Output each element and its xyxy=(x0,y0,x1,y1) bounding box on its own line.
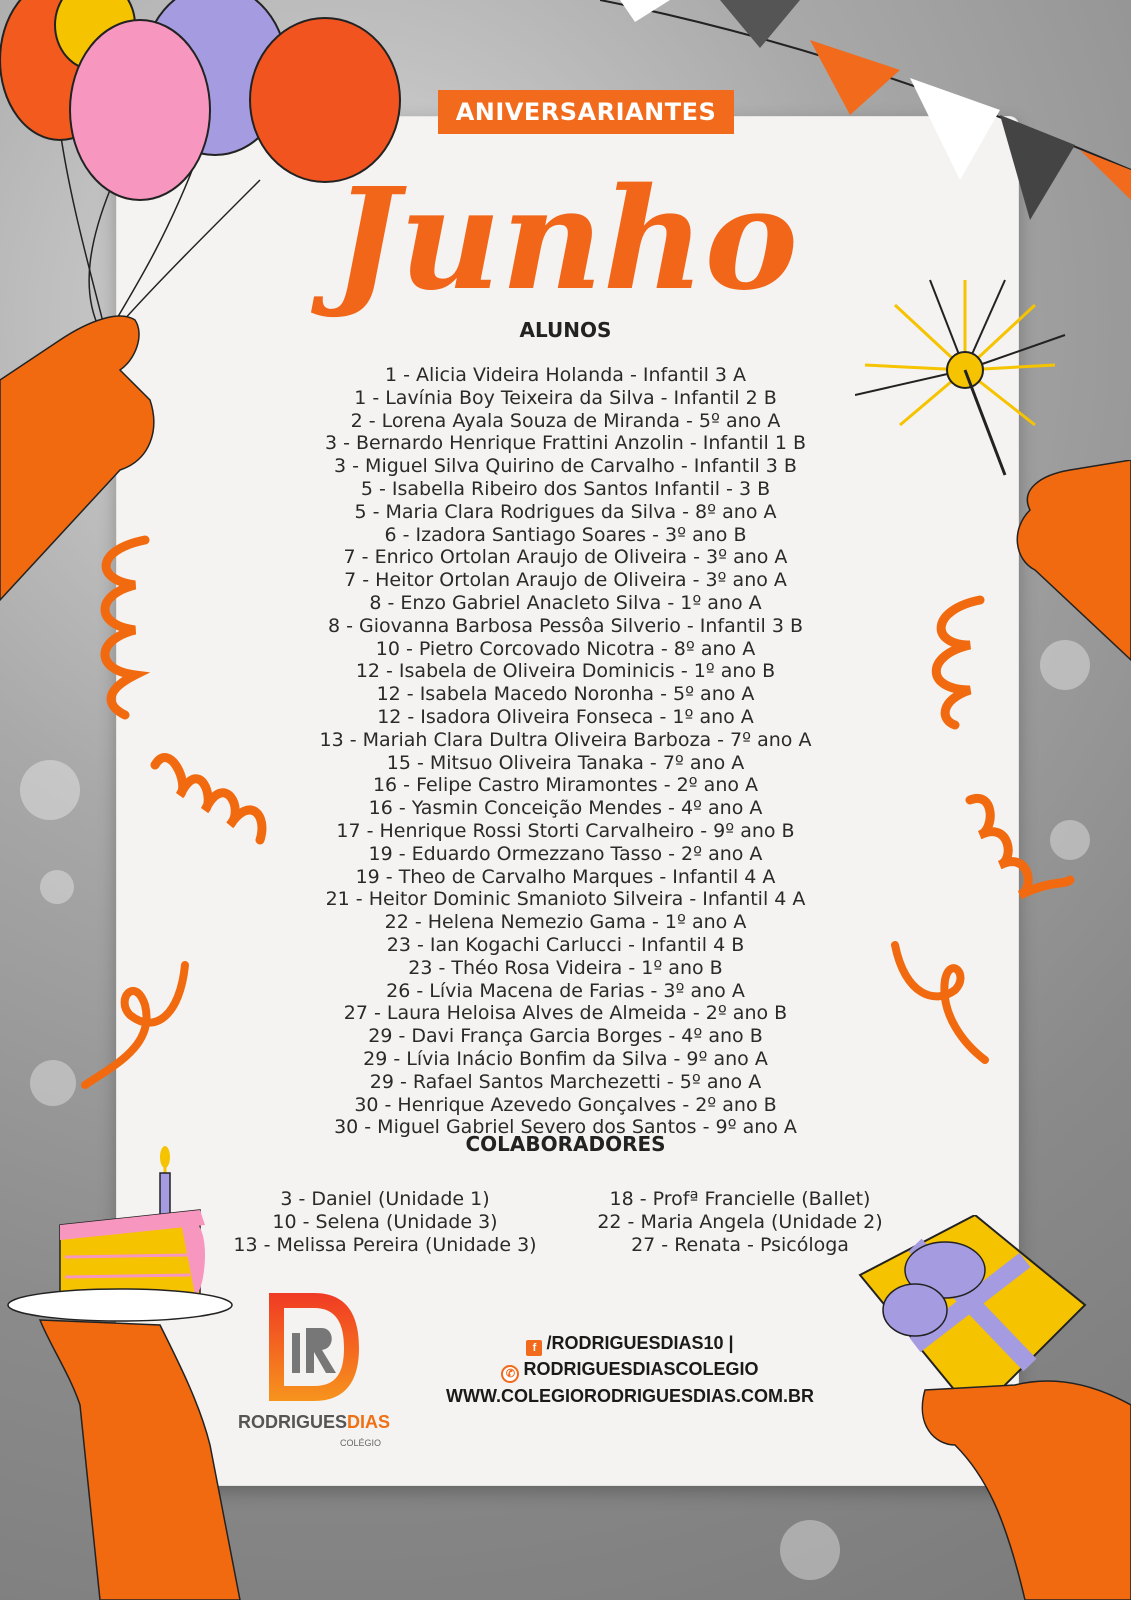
list-item: 17 - Henrique Rossi Storti Carvalheiro - 9º ano B xyxy=(336,819,795,842)
logo-wordmark xyxy=(236,1412,392,1433)
list-item: 27 - Laura Heloisa Alves de Almeida - 2º ano B xyxy=(343,1002,788,1025)
logo-name-part1: RODRIGUES xyxy=(237,1412,347,1432)
website-link[interactable]: WWW.COLEGIORODRIGUESDIAS.COM.BR xyxy=(446,1386,814,1406)
header-tag: ANIVERSARIANTES xyxy=(438,90,734,134)
list-item: 23 - Théo Rosa Videira - 1º ano B xyxy=(408,956,723,979)
list-item: 29 - Davi França Garcia Borges - 4º ano B xyxy=(368,1025,763,1048)
logo-name-part2: DIAS xyxy=(347,1412,391,1432)
list-item: 2 - Lorena Ayala Souza de Miranda - 5º ano A xyxy=(350,409,781,432)
collaborators-list-right xyxy=(565,1188,915,1257)
bokeh-light xyxy=(780,1520,840,1580)
list-item: 15 - Mitsuo Oliveira Tanaka - 7º ano A xyxy=(386,751,745,774)
list-item: 10 - Pietro Corcovado Nicotra - 8º ano A xyxy=(375,637,756,660)
social-links xyxy=(420,1330,840,1409)
list-item: 16 - Yasmin Conceição Mendes - 4º ano A xyxy=(368,797,763,820)
list-item: 3 - Daniel (Unidade 1) xyxy=(280,1188,490,1210)
list-item: 3 - Bernardo Henrique Frattini Anzolin - Infantil 1 B xyxy=(325,432,806,455)
list-item: 13 - Melissa Pereira (Unidade 3) xyxy=(233,1234,537,1256)
list-item: 22 - Helena Nemezio Gama - 1º ano A xyxy=(384,911,747,934)
facebook-line[interactable] xyxy=(420,1330,840,1356)
list-item: 6 - Izadora Santiago Soares - 3º ano B xyxy=(384,523,747,546)
list-item: 5 - Isabella Ribeiro dos Santos Infantil - 3 B xyxy=(360,477,771,500)
list-item: 12 - Isabela de Oliveira Dominicis - 1º ano B xyxy=(355,660,776,683)
school-logo xyxy=(264,1288,364,1406)
facebook-handle[interactable]: /RODRIGUESDIAS10 | xyxy=(546,1333,734,1353)
page-title: Junho xyxy=(333,158,798,322)
list-item: 30 - Henrique Azevedo Gonçalves - 2º ano B xyxy=(354,1093,777,1116)
whatsapp-handle[interactable]: RODRIGUESDIASCOLEGIO xyxy=(523,1359,759,1379)
list-item: 1 - Alicia Videira Holanda - Infantil 3 A xyxy=(384,364,747,386)
list-item: 5 - Maria Clara Rodrigues da Silva - 8º ano A xyxy=(354,500,777,523)
list-item: 12 - Isabela Macedo Noronha - 5º ano A xyxy=(376,683,755,706)
list-item: 21 - Heitor Dominic Smanioto Silveira - Infantil 4 A xyxy=(325,888,806,911)
list-item: 22 - Maria Angela (Unidade 2) xyxy=(597,1211,883,1233)
list-item: 30 - Miguel Gabriel Severo dos Santos - 9º ano A xyxy=(334,1116,797,1139)
collaborators-list-left xyxy=(205,1188,565,1257)
list-item: 26 - Lívia Macena de Farias - 3º ano A xyxy=(386,979,745,1002)
students-heading: ALUNOS xyxy=(519,318,612,342)
list-item: 3 - Miguel Silva Quirino de Carvalho - Infantil 3 B xyxy=(334,455,797,478)
students-list xyxy=(0,364,1131,1139)
list-item: 12 - Isadora Oliveira Fonseca - 1º ano A xyxy=(377,705,754,728)
list-item: 27 - Renata - Psicóloga xyxy=(631,1234,849,1256)
list-item: 29 - Rafael Santos Marchezetti - 5º ano A xyxy=(369,1070,762,1093)
logo-subtitle: COLÉGIO xyxy=(340,1438,382,1448)
list-item: 8 - Enzo Gabriel Anacleto Silva - 1º ano A xyxy=(369,591,762,614)
list-item: 8 - Giovanna Barbosa Pessôa Silverio - Infantil 3 B xyxy=(327,614,804,637)
list-item: 1 - Lavínia Boy Teixeira da Silva - Infantil 2 B xyxy=(354,386,777,409)
whatsapp-line[interactable] xyxy=(420,1356,840,1383)
list-item: 10 - Selena (Unidade 3) xyxy=(272,1211,498,1233)
list-item: 19 - Theo de Carvalho Marques - Infantil 4 A xyxy=(355,865,776,888)
collaborators-heading: COLABORADORES xyxy=(465,1132,666,1156)
list-item: 23 - Ian Kogachi Carlucci - Infantil 4 B xyxy=(386,933,745,956)
list-item: 18 - Profª Francielle (Ballet) xyxy=(609,1188,871,1210)
list-item: 7 - Enrico Ortolan Araujo de Oliveira - 3º ano A xyxy=(343,546,788,569)
list-item: 16 - Felipe Castro Miramontes - 2º ano A xyxy=(372,774,759,797)
list-item: 7 - Heitor Ortolan Araujo de Oliveira - 3º ano A xyxy=(344,569,787,592)
list-item: 13 - Mariah Clara Dultra Oliveira Barboza - 7º ano A xyxy=(319,728,812,751)
facebook-icon: f xyxy=(526,1340,542,1356)
list-item: 29 - Lívia Inácio Bonfim da Silva - 9º ano A xyxy=(363,1047,768,1070)
list-item: 19 - Eduardo Ormezzano Tasso - 2º ano A xyxy=(368,842,763,865)
gift-illustration xyxy=(855,1215,1131,1600)
whatsapp-icon: ✆ xyxy=(501,1365,519,1383)
